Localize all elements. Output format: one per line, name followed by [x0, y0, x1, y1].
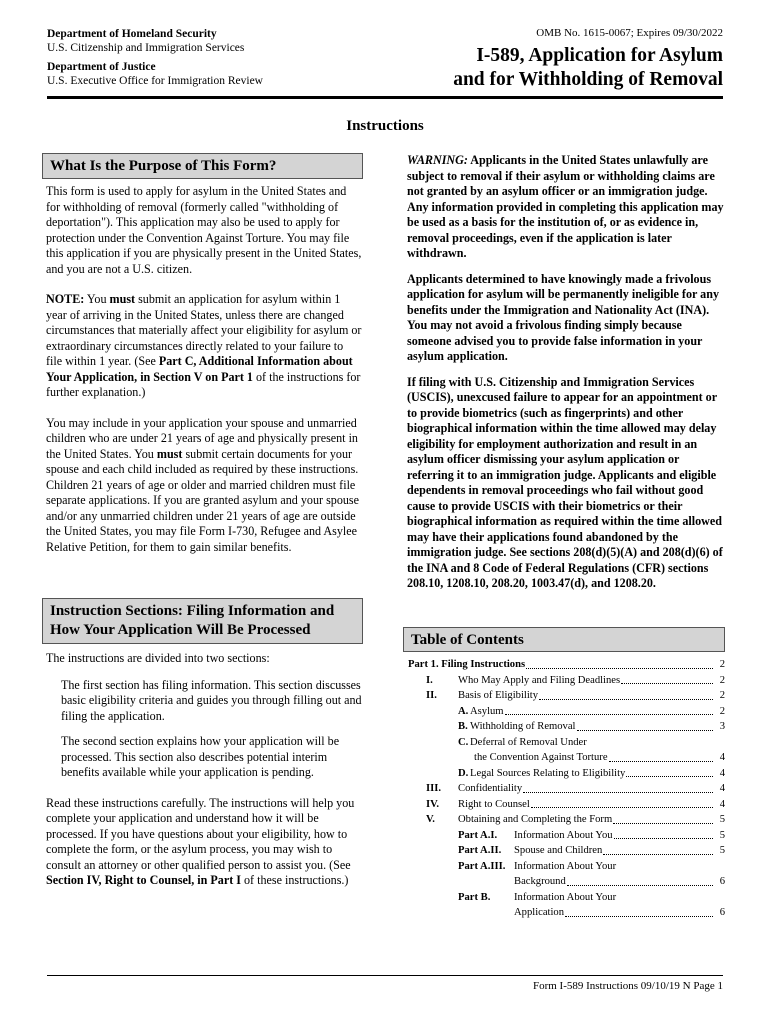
- toc-entry-label: Who May Apply and Filing Deadlines: [458, 674, 621, 686]
- toc-entry[interactable]: [408, 704, 725, 720]
- toc-entry-number: V.: [426, 814, 435, 825]
- note-text-1: You: [84, 292, 110, 306]
- toc-entry-page: 2: [719, 659, 725, 670]
- toc-entry[interactable]: [408, 859, 725, 875]
- toc-entry-page: 6: [719, 907, 725, 918]
- toc-entry-label: Part 1. Filing Instructions: [408, 659, 526, 670]
- toc-entry[interactable]: [408, 719, 725, 735]
- toc-entry-number: III.: [426, 783, 442, 794]
- note-text-3: of the instructions for further explanation.): [46, 369, 361, 399]
- toc-entry-page: 5: [719, 814, 725, 825]
- toc-leader-dots: [526, 668, 713, 669]
- toc-entry-label: Obtaining and Completing the Form: [458, 814, 613, 825]
- toc-entry-label: Spouse and Children: [514, 845, 603, 856]
- toc-entry-page: 4: [719, 767, 725, 779]
- toc-leader-dots: [613, 823, 713, 824]
- toc-entry-label: Information About Your: [514, 860, 617, 872]
- toc-entry-number: C.: [458, 736, 469, 748]
- toc-leader-dots: [531, 807, 713, 808]
- purpose-paragraph: This form is used to apply for asylum in the United States and for withholding of removal (formerly called "withholding of deportation"). This application may also be used to apply for protection under the Convention Against Torture. You may file this application if you are physically present in the United States, and you are not a U.S. citizen.: [46, 184, 362, 276]
- toc-entry-page: 2: [719, 674, 725, 686]
- toc-entry[interactable]: [408, 735, 725, 751]
- toc-entry-page: 3: [719, 721, 725, 732]
- right-column: [407, 153, 727, 592]
- toc-entry-label: Basis of Eligibility: [458, 690, 539, 701]
- toc-entry[interactable]: [408, 673, 725, 689]
- warning-paragraph: [407, 153, 727, 262]
- toc-entry-number: A.: [458, 705, 469, 717]
- toc-entry-page: 2: [719, 690, 725, 701]
- toc-entry[interactable]: [408, 657, 725, 673]
- toc-entry-label: Information About Your: [514, 891, 617, 903]
- toc-leader-dots: [567, 885, 713, 886]
- toc-leader-dots: [603, 854, 713, 855]
- uscis-paragraph: If filing with U.S. Citizenship and Immigration Services (USCIS), unexcused failure to appear for an appointment or to provide biometrics (such as fingerprints) and other biographical information within the time allowed may delay eligibility for employment authorization and result in an asylum officer dismissing your asylum application or referring it to an immigration judge. Applicants and eligible dependents in removal proceedings who fail without good cause to provide USCIS with their biometrics or their biographical information as required within the time allowed may have their applications found abandoned by the immigration judge. See sections 208(d)(5)(A) and 208(d)(6) of the INA and 8 Code of Federal Regulations (CFR) sections 208.10, 1208.10, 208.20, 1003.47(d), and 1208.20.: [407, 374, 723, 590]
- dept-homeland-security: Department of Homeland Security: [47, 28, 217, 40]
- toc-entry-label: Background: [514, 876, 566, 887]
- toc-leader-dots: [505, 714, 713, 715]
- toc-entry[interactable]: [408, 812, 725, 828]
- toc-entry[interactable]: [408, 828, 725, 844]
- omb-number: OMB No. 1615-0067; Expires 09/30/2022: [536, 27, 723, 39]
- second-section-paragraph: The second section explains how your application will be processed. This section also describes potential interim benefits available while your application is pending.: [61, 734, 340, 779]
- read-reference: Section IV, Right to Counsel, in Part I: [46, 873, 241, 887]
- toc-entry-number: B.: [458, 721, 468, 732]
- family-text-1: You may include in your application your spouse and unmarried children who are under 21 years of age and physically present in the United States. You: [46, 415, 358, 461]
- toc-entry-number: Part B.: [458, 891, 491, 903]
- toc-entry-page: 6: [719, 876, 725, 887]
- instructions-heading: Instructions: [346, 118, 424, 134]
- toc-entry-label: Information About You: [514, 829, 613, 841]
- toc-entry-label: Confidentiality: [458, 783, 523, 794]
- sections-heading: Instruction Sections: Filing Information and How Your Application Will Be Processed: [50, 603, 335, 638]
- dept-justice: Department of Justice: [47, 61, 156, 73]
- family-must: must: [156, 446, 183, 461]
- sections-heading-box: [42, 598, 363, 644]
- toc-entry[interactable]: [408, 797, 725, 813]
- toc-entry-number: I.: [426, 674, 433, 686]
- first-section-paragraph: The first section has filing information. This section discusses basic eligibility criteria and guides you through filling out and filing the application.: [61, 677, 362, 723]
- toc-entry-label: Deferral of Removal Under: [470, 736, 587, 748]
- toc-entry[interactable]: [408, 750, 725, 766]
- toc-heading: Table of Contents: [411, 632, 524, 648]
- toc-entry-label: Right to Counsel: [458, 798, 530, 810]
- form-title-line2: and for Withholding of Removal: [453, 69, 723, 90]
- frivolous-paragraph: Applicants determined to have knowingly made a frivolous application for asylum will be permanently ineligible for any benefits under the Immigration and Nationality Act (INA). You may not avoid a frivolous finding simply because someone advised you to provide false information in your asylum application.: [407, 271, 719, 363]
- toc-entry-label: Withholding of Removal: [470, 721, 576, 732]
- toc-entry-page: 5: [719, 829, 725, 841]
- toc-entry-number: IV.: [426, 798, 440, 810]
- toc-entry[interactable]: [408, 688, 725, 704]
- toc-entry-label: the Convention Against Torture: [474, 752, 608, 763]
- note-paragraph: [46, 292, 362, 401]
- note-label: NOTE:: [46, 292, 85, 306]
- toc-entry-page: 4: [719, 798, 725, 810]
- toc-entry-label: Asylum: [470, 705, 504, 717]
- note-reference: Part C, Additional Information about Your Application, in Section V on Part 1: [46, 354, 353, 384]
- footer-rule: [47, 975, 723, 976]
- toc-entry-page: 5: [719, 845, 725, 856]
- form-title: [453, 44, 723, 92]
- warning-text: Applicants in the United States unlawfully are subject to removal if their asylum or withholding claims are not granted by an asylum officer or an immigration judge. Any information provided in completing this application may be used as a basis for the institution of, or as evidence in, removal proceedings, even if the application is later withdrawn.: [407, 153, 724, 260]
- agency-uscis: U.S. Citizenship and Immigration Services: [47, 42, 245, 54]
- toc-entry-page: 2: [719, 705, 725, 717]
- divided-text: The instructions are divided into two sections:: [46, 651, 270, 665]
- toc-entry-number: Part A.I.: [458, 829, 498, 841]
- read-paragraph: [46, 796, 362, 889]
- read-text-1: Read these instructions carefully. The instructions will help you complete your application and understand how it will be processed. If you have questions about your eligibility, how to complete the form, or the asylum process, you may wish to consult an attorney or other qualified person to assist you. (See: [46, 795, 355, 872]
- toc-leader-dots: [523, 792, 713, 793]
- toc-leader-dots: [577, 730, 713, 731]
- toc-entry-number: II.: [426, 690, 437, 701]
- agency-eoir: U.S. Executive Office for Immigration Review: [47, 75, 263, 87]
- toc-entry[interactable]: [408, 843, 725, 859]
- toc-leader-dots: [539, 699, 713, 700]
- note-must: must: [109, 292, 136, 306]
- family-text-2: submit certain documents for your spouse and each child included as required by these instructions. Children 21 years of age or older and married children must file separate applications. If you are granted asylum and your spouse and/or any unmarried children under 21 years of age are outside the United States, you may file Form I-730, Refugee and Asylee Relative Petition, for them to gain similar benefits.: [46, 446, 359, 554]
- purpose-heading: What Is the Purpose of This Form?: [50, 158, 277, 174]
- toc-entry-label: Application: [514, 907, 565, 918]
- toc-entry-page: 4: [719, 752, 725, 763]
- footer-text: Form I-589 Instructions 09/10/19 N Page 1: [532, 980, 723, 992]
- toc-leader-dots: [626, 776, 713, 777]
- agency-block: [47, 27, 263, 88]
- left-column-bottom: [46, 651, 362, 889]
- toc-leader-dots: [609, 761, 713, 762]
- toc-leader-dots: [621, 683, 713, 684]
- toc-entry-label: Legal Sources Relating to Eligibility: [470, 767, 626, 779]
- toc-entry-number: Part A.II.: [458, 845, 502, 856]
- toc-entry[interactable]: [408, 781, 725, 797]
- toc-heading-box: [403, 627, 725, 652]
- purpose-heading-box: [42, 153, 363, 179]
- form-title-line1: I-589, Application for Asylum: [476, 45, 723, 66]
- family-paragraph: [46, 416, 362, 556]
- toc-entry[interactable]: [408, 890, 725, 906]
- header-rule: [47, 96, 723, 99]
- warning-label: WARNING:: [407, 153, 468, 167]
- toc-entry-number: D.: [458, 767, 469, 779]
- toc-leader-dots: [614, 838, 713, 839]
- toc-leader-dots: [565, 916, 713, 917]
- toc-entry-number: Part A.III.: [458, 860, 506, 872]
- note-text-2: submit an application for asylum within 1 year of arriving in the United States, unless there are changed circumstances that materially affect your eligibility for asylum or extraordinary circumstances directly related to your failure to file within 1 year. (See: [46, 292, 362, 368]
- toc-entry[interactable]: [408, 905, 725, 921]
- toc-list: [408, 657, 725, 921]
- read-text-2: of these instructions.): [240, 873, 349, 887]
- left-column-top: [46, 184, 362, 555]
- toc-entry[interactable]: [408, 766, 725, 782]
- toc-entry-page: 4: [719, 783, 725, 794]
- toc-entry[interactable]: [408, 874, 725, 890]
